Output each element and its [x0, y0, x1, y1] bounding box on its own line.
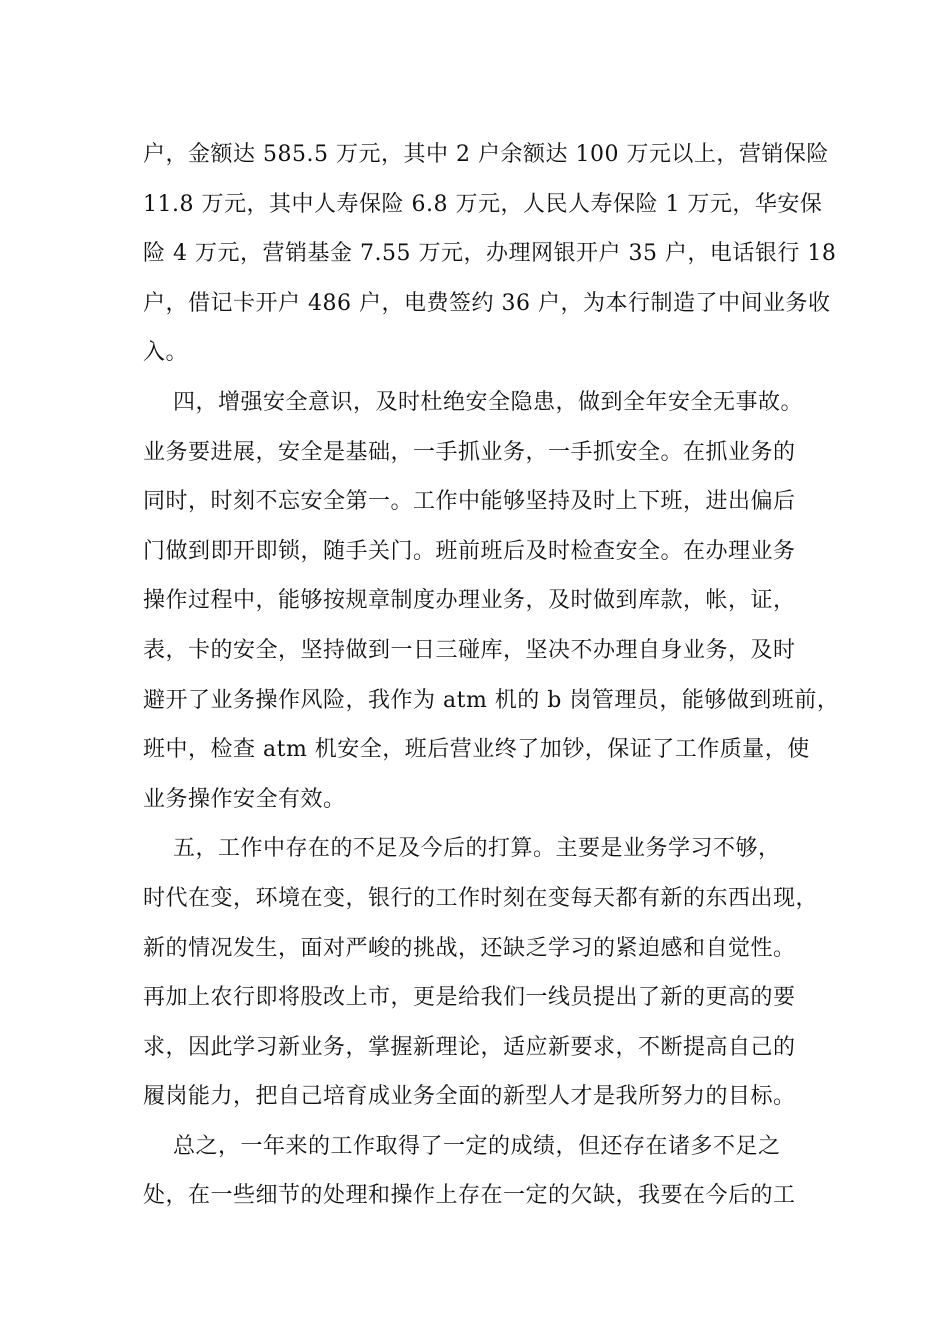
- paragraph-start-line: 五，工作中存在的不足及今后的打算。主要是业务学习不够，: [143, 836, 781, 862]
- document-body: [143, 130, 840, 1221]
- text-line: 险 4 万元，营销基金 7.55 万元，办理网银开户 35 户，电话银行 18: [143, 241, 837, 267]
- text-line: 操作过程中，能够按规章制度办理业务，及时做到库款，帐，证，: [143, 588, 796, 614]
- text-line: 户，金额达 585.5 万元，其中 2 户余额达 100 万元以上，营销保险: [143, 142, 829, 167]
- text-line: 求，因此学习新业务，掌握新理论，适应新要求，不断提高自己的: [143, 1034, 796, 1060]
- text-line: 履岗能力，把自己培育成业务全面的新型人才是我所努力的目标。: [143, 1084, 796, 1110]
- text-line: 业务操作安全有效。: [143, 786, 346, 812]
- text-line: 表，卡的安全，坚持做到一日三碰库，坚决不办理自身业务，及时: [143, 637, 796, 663]
- text-line: 业务要进展，安全是基础，一手抓业务，一手抓安全。在抓业务的: [143, 439, 796, 465]
- text-line: 处，在一些细节的处理和操作上存在一定的欠缺，我要在今后的工: [143, 1183, 796, 1209]
- text-line: 11.8 万元，其中人寿保险 6.8 万元，人民人寿保险 1 万元，华安保: [143, 191, 823, 217]
- text-line: 户，借记卡开户 486 户，电费签约 36 户，为本行制造了中间业务收: [143, 290, 831, 316]
- text-line: 门做到即开即锁，随手关门。班前班后及时检查安全。在办理业务: [143, 538, 796, 564]
- text-line: 时代在变，环境在变，银行的工作时刻在变每天都有新的东西出现，: [143, 885, 819, 911]
- paragraph-start-line: 四，增强安全意识，及时杜绝安全隐患，做到全年安全无事故。: [143, 389, 803, 415]
- text-line: 同时，时刻不忘安全第一。工作中能够坚持及时上下班，进出偏后: [143, 489, 796, 515]
- text-line: 再加上农行即将股改上市，更是给我们一线员提出了新的更高的要: [143, 985, 796, 1011]
- text-line: 班中，检查 atm 机安全，班后营业终了加钞，保证了工作质量，使: [143, 737, 810, 763]
- paragraph-start-line: 总之，一年来的工作取得了一定的成绩，但还存在诸多不足之: [143, 1133, 781, 1159]
- text-line: 入。: [143, 340, 189, 366]
- text-line: 新的情况发生，面对严峻的挑战，还缺乏学习的紧迫感和自觉性。: [143, 935, 796, 961]
- text-line: 避开了业务操作风险，我作为 atm 机的 b 岗管理员，能够做到班前，: [143, 687, 840, 713]
